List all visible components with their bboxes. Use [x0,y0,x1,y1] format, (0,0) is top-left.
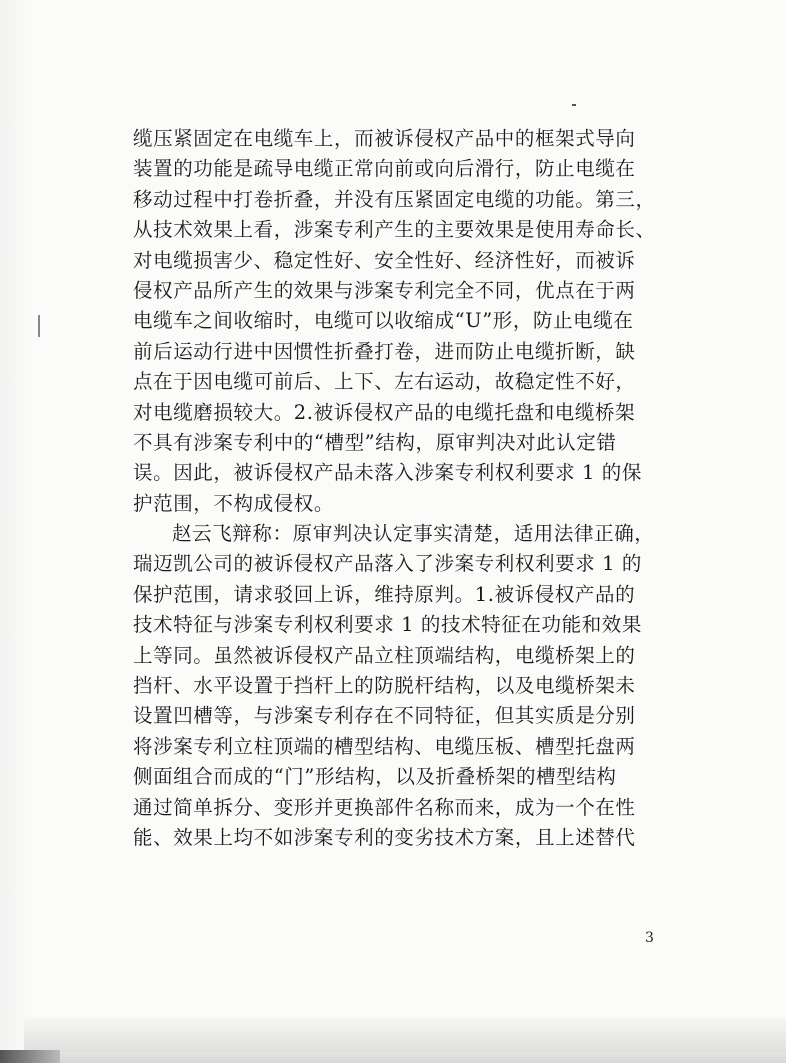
text-line: 侧面组合而成的“门”形结构，以及折叠桥架的槽型结构 [133,765,617,789]
page-left-shadow [0,0,34,1063]
text-line: 护范围，不构成侵权。 [133,491,335,515]
text-line: 侵权产品所产生的效果与涉案专利完全不同，优点在于两 [133,278,636,302]
text-line: 通过简单拆分、变形并更换部件名称而来，成为一个在性 [133,795,636,819]
page-bottom-rule [24,1052,786,1055]
page-bottom-edge [24,1018,786,1063]
text-line: 技术特征与涉案专利权利要求 1 的技术特征在功能和效果 [133,613,643,637]
text-line: 保护范围，请求驳回上诉，维持原判。1.被诉侵权产品的 [133,582,636,606]
text-line: 对电缆损害少、稳定性好、安全性好、经济性好，而被诉 [133,248,636,272]
text-line: 设置凹槽等，与涉案专利存在不同特征，但其实质是分别 [133,704,636,728]
text-line: 能、效果上均不如涉案专利的变劣技术方案，且上述替代 [133,825,636,849]
text-line: 瑞迈凯公司的被诉侵权产品落入了涉案专利权利要求 1 的 [133,552,643,576]
text-line: 挡杆、水平设置于挡杆上的防脱杆结构，以及电缆桥架未 [133,674,636,698]
text-line: 装置的功能是疏导电缆正常向前或向后滑行，防止电缆在 [133,157,636,181]
text-line: 前后运动行进中因惯性折叠打卷，进而防止电缆折断，缺 [133,339,636,363]
text-line: 移动过程中打卷折叠，并没有压紧固定电缆的功能。第三， [133,187,656,211]
text-line: 点在于因电缆可前后、上下、左右运动，故稳定性不好， [133,370,636,394]
text-line: 对电缆磨损较大。2.被诉侵权产品的电缆托盘和电缆桥架 [133,400,636,424]
text-line: 从技术效果上看，涉案专利产生的主要效果是使用寿命长、 [133,218,656,242]
text-line: 误。因此，被诉侵权产品未落入涉案专利权利要求 1 的保 [133,461,643,485]
scan-corner-shadow [0,1050,60,1063]
text-line: 缆压紧固定在电缆车上，而被诉侵权产品中的框架式导向 [133,127,636,150]
paragraph-first-line: 赵云飞辩称：原审判决认定事实清楚，适用法律正确， [172,522,655,546]
document-body [133,124,663,853]
page-number: 3 [645,930,654,946]
scan-speck [572,104,576,106]
text-line: 上等同。虽然被诉侵权产品立柱顶端结构，电缆桥架上的 [133,643,636,667]
text-line: 电缆车之间收缩时，电缆可以收缩成“U”形，防止电缆在 [133,309,634,333]
text-line: 不具有涉案专利中的“槽型”结构，原审判决对此认定错 [133,430,617,454]
text-line: 将涉案专利立柱顶端的槽型结构、电缆压板、槽型托盘两 [133,734,636,758]
margin-mark [38,315,40,337]
